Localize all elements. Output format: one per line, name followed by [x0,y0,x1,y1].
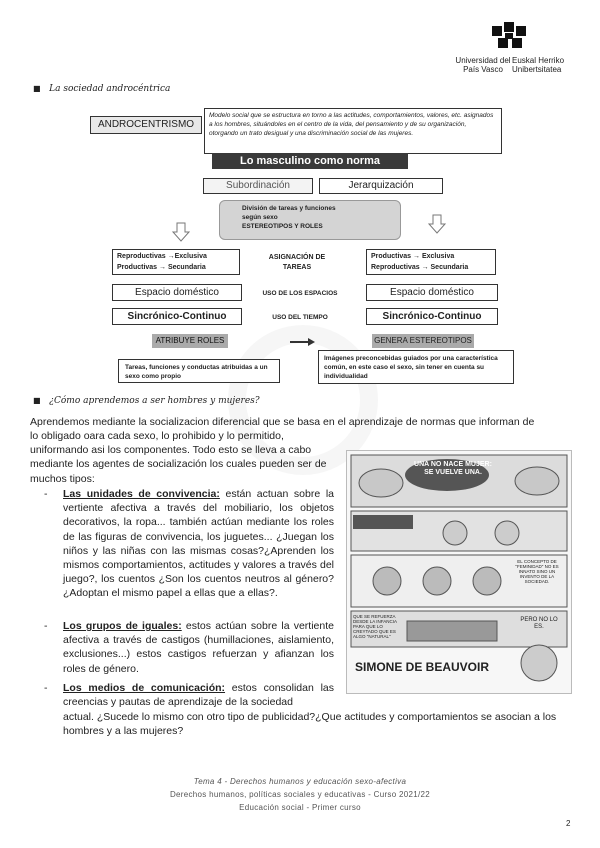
comic-quote: UNA NO NACE MUJER: SE VUELVE UNA. [414,461,492,476]
masculino-norma-banner: Lo masculino como norma [212,153,408,169]
comic-author: SIMONE DE BEAUVOIR [355,660,490,674]
page-number: 2 [566,819,571,828]
androcentrismo-label: ANDROCENTRISMO [90,116,202,134]
definition-box: Modelo social que se estructura en torno a las actitudes, comportamientos, valores, etc. asignados a los hombres, situándoles en el centro de la vida, del pensamiento y de su organización, otorgando un trato desigual y una discriminación social de las mujeres. [204,108,502,154]
tareas-box: Tareas, funciones y conductas atribuidas a un sexo como propio [118,359,280,383]
division-box [219,200,401,240]
comic-caption-left: QUE SE REFUERZA DESDE LA INFANCIA PARA QUE LO CREYTADO QUE ES ALGO "NATURAL" [353,614,397,639]
list-dash: - [44,620,48,632]
uso-tiempo-label: USO DEL TIEMPO [272,314,328,321]
right-exclusiva: Exclusiva [421,253,455,260]
section-heading-how-we-learn [33,396,260,406]
espacio-left: Espacio doméstico [112,284,242,301]
asignacion-label: ASIGNACIÓN DE TAREAS [268,254,326,271]
division-line-3: ESTEREOTIPOS Y ROLES [242,223,323,230]
intro-paragraph: lo obligado oara cada sexo, lo prohibido y lo permitido, uniformando asi los componentes. Todo esto se lleva a cabo mediante los agentes de socialización los cuales pueden ser de muchos tipos: [30,430,327,485]
list-item [44,681,334,709]
list-item [44,487,334,601]
university-name-es: Universidad del País Vasco [455,56,511,74]
down-arrow-right-icon [428,214,446,234]
list-item-title: Las unidades de convivencia: [63,488,220,500]
university-logo [488,20,532,54]
left-exclusiva: Exclusiva [174,253,207,260]
closing-paragraph: actual. ¿Sucede lo mismo con otro tipo de publicidad?¿Que actitudes y comportamientos se asocian a los hombres y a las mujeres? [63,711,557,738]
left-reproductivas: Reproductivas [117,253,166,260]
division-line-1: División de tareas y funciones [242,205,336,212]
section-title: La sociedad androcéntrica [49,84,171,94]
left-task-box: Reproductivas →Exclusiva Productivas → Secundaria [112,249,240,275]
sincronico-right: Sincrónico-Continuo [366,308,498,325]
left-productivas: Productivas [117,264,158,271]
list-dash: - [44,682,48,694]
beauvoir-comic-illustration [346,450,572,694]
down-arrow-left-icon [172,222,190,242]
genera-estereotipos-box: GENERA ESTEREOTIPOS [372,334,474,348]
right-reproductivas: Reproductivas [371,264,420,271]
intro-line-1: Aprendemos mediante la socializacion diferencial que se basa en el aprendizaje de normas que informan de [30,416,535,428]
division-line-2: según sexo [242,214,278,221]
espacio-right: Espacio doméstico [366,284,498,301]
right-arrow-icon [290,337,316,347]
list-item [44,619,334,676]
bullet-icon: ■ [33,84,41,93]
list-item-text: estos consolidan las creencias y pautas de aprendizaje de la sociedad [63,682,334,709]
sincronico-left: Sincrónico-Continuo [112,308,242,325]
list-item-text: estos actúan sobre la vertiente afectiva a través de castigos (humillaciones, aislamiento, exclusiones...) estos castigos refuerzan y afianzan los roles de género. [63,620,334,675]
list-item-title: Los medios de comunicación: [63,682,226,694]
comic-caption: EL CONCEPTO DE "FEMINIDAD" NO ES INNATO SINO UN INVENTO DE LA SOCIEDAD. [515,559,559,584]
footer-degree: Educación social - Primer curso [239,803,361,812]
bullet-icon: ■ [33,396,41,405]
right-productivas: Productivas [371,253,412,260]
list-dash: - [44,488,48,500]
university-name-eu: Euskal Herriko Unibertsitatea [512,56,565,74]
list-item-title: Los grupos de iguales: [63,620,182,632]
footer-course: Derechos humanos, políticas sociales y educativas - Curso 2021/22 [169,790,431,799]
section-title: ¿Cómo aprendemos a ser hombres y mujeres? [49,396,260,406]
list-item-text: están actuan sobre la vertiente afectiva a través del mobiliario, los objetos decorativos, la ropa... también actúan mediante los roles de las figuras de convivencia, los juguetes... ¿Juegan los niños y las niñas con las mismas cosas?¿Aprenden los mismos comportamientos, actitudes y valores a través del juego?, los cuentos ¿Son los cuentos neutros al género? ¿Adoptan el mismo papel a ellas que a ellas?. [63,488,334,600]
right-task-box: Productivas → Exclusiva Reproductivas → Secundaria [366,249,496,275]
imagenes-box: Imágenes preconcebidas guiados por una característica común, en este caso el sexo, sin tener en cuenta su individualidad [318,350,514,384]
subordinacion-box: Subordinación [203,178,313,194]
right-secundaria: Secundaria [430,264,469,271]
uso-espacios-label: USO DE LOS ESPACIOS [262,290,338,297]
jerarquizacion-box: Jerarquización [319,178,443,194]
section-heading-androcentric [33,84,170,94]
left-secundaria: Secundaria [167,264,206,271]
comic-caption-right: PERO NO LO ES. [520,617,558,630]
footer-topic: Tema 4 - Derechos humanos y educación sexo-afectiva [193,777,407,786]
atribuye-roles-box: ATRIBUYE ROLES [152,334,228,348]
